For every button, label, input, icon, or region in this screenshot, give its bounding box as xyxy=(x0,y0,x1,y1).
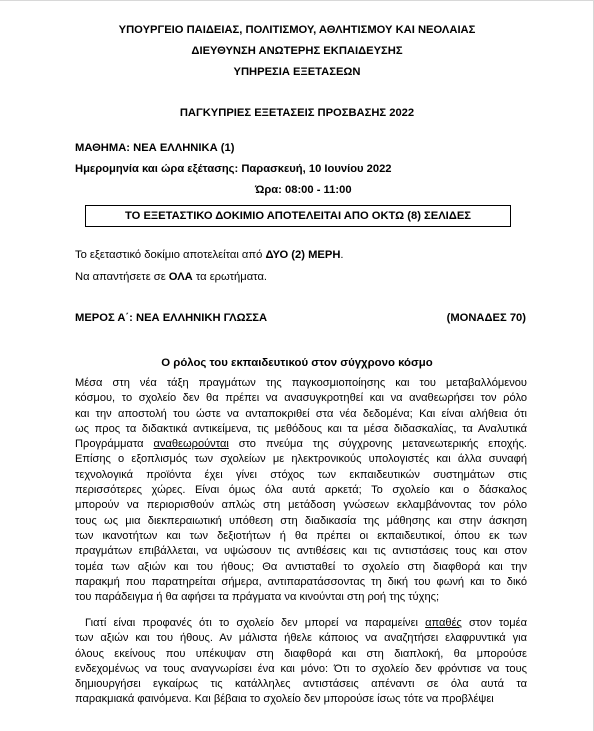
page-border-top xyxy=(0,0,594,1)
paragraph-line: του παράδειγμα ή θα αφήσει τα πράγματα να κινούνται στη ροή της τύχης; xyxy=(75,591,440,604)
paragraph-line: μπορούν να περιορισθούν απλώς στη μετάδοση γνώσεων εκλαμβάνοντας τον ρόλο xyxy=(75,499,527,512)
parts-count: ΔΥΟ (2) ΜΕΡΗ xyxy=(265,249,341,261)
paragraph-line: όλους εκείνους που υπέκυψαν στη διαφθορά και στη διαπλοκή, θα μπορούσε xyxy=(75,647,527,660)
article-paragraph-1 xyxy=(75,376,527,605)
article-paragraph-2 xyxy=(75,616,527,708)
paragraph-line: κόσμου, το σχολείο δεν θα πρέπει να ανασυγκροτηθεί και να αναθεωρήσει τον ρόλο xyxy=(75,392,527,405)
exams-heading: ΠΑΓΚΥΠΡΙΕΣ ΕΞΕΤΑΣΕΙΣ ΠΡΟΣΒΑΣΗΣ 2022 xyxy=(179,107,415,119)
exam-time-line: Ώρα: 08:00 - 11:00 xyxy=(255,184,352,196)
paragraph-line: περισσότερες χώρες. Είναι όμως όλα αυτά αρκετά; Το σχολείο και ο δάσκαλος xyxy=(75,484,527,497)
paragraph-line: ενδεχομένως να τους αναγνωρίσει ένα και μόνο: Ότι το σχολείο δεν φρόντισε να τους xyxy=(75,662,527,675)
paragraph-line: τεχνολογικά προϊόντα έχει γίνει στόχος των εκπαιδευτικών συστημάτων στις xyxy=(75,468,527,481)
paragraph-line: τομέα των αξιών και του ήθους; Θα αντισταθεί το σχολείο στη διαφθορά και την xyxy=(75,560,527,573)
service-heading: ΥΠΗΡΕΣΙΑ ΕΞΕΤΑΣΕΩΝ xyxy=(233,66,361,78)
paragraph-line: των αξιών και του ήθους. Αν μάλιστα ήθελε κάποιος να αναζητήσει ελαφρυντικά για xyxy=(75,632,527,645)
paragraph-line: των ικανοτήτων και των δεξιοτήτων ή θα πρέπει οι εκπαιδευτικοί, όπου εκ των xyxy=(75,529,527,542)
pages-notice-box: ΤΟ ΕΞΕΤΑΣΤΙΚΟ ΔΟΚΙΜΙΟ ΑΠΟΤΕΛΕΙΤΑΙ ΑΠΟ ΟΚΤΩ (8) ΣΕΛΙΔΕΣ xyxy=(85,205,511,227)
paragraph-line: πραγμάτων επιβάλλεται, να υψώσουν τις αντιθέσεις και τις αντιστάσεις τους και στον xyxy=(75,545,527,558)
paragraph-line: Μέσα στη νέα τάξη πραγμάτων της παγκοσμιοποίησης και του μεταβαλλόμενου xyxy=(75,377,527,389)
answer-instruction-text: Να απαντήσετε σε xyxy=(75,271,169,283)
parts-instruction-text: Το εξεταστικό δοκίμιο αποτελείται από xyxy=(75,249,266,261)
paragraph-line: δημιουργήσει εγκαίρως τις κατάλληλες αντιστάσεις απέναντι σε όλα αυτά τα xyxy=(75,678,527,691)
paragraph-line: Επίσης ο εξοπλισμός των σχολείων με ηλεκτρονικούς υπολογιστές και άλλα συναφή xyxy=(75,453,527,466)
underlined-word: απαθές xyxy=(425,617,462,629)
answer-instruction xyxy=(75,271,267,283)
parts-instruction xyxy=(75,249,344,261)
section-points: (ΜΟΝΑΔΕΣ 70) xyxy=(446,312,526,324)
paragraph-line: τους ως μια διεκπεραιωτική υπόθεση στη διαδικασία της μάθησης και στην άσκηση xyxy=(75,514,527,527)
paragraph-line: και την αποστολή του ώστε να ανταποκριθεί στα νέα δεδομένα; Και είναι αλήθεια ότι xyxy=(75,407,527,420)
subject-line: ΜΑΘΗΜΑ: ΝΕΑ ΕΛΛΗΝΙΚΑ (1) xyxy=(75,142,235,154)
paragraph-line: Προγράμματα αναθεωρούνται στο πνεύμα της σύγχρονης μετανεωτερικής εποχής. xyxy=(75,438,527,451)
answer-instruction-end: τα ερωτήματα. xyxy=(192,271,268,283)
exam-date-line: Ημερομηνία και ώρα εξέτασης: Παρασκευή, 10 Ιουνίου 2022 xyxy=(75,163,392,175)
ministry-heading: ΥΠΟΥΡΓΕΙΟ ΠΑΙΔΕΙΑΣ, ΠΟΛΙΤΙΣΜΟΥ, ΑΘΛΗΤΙΣΜΟΥ ΚΑΙ ΝΕΟΛΑΙΑΣ xyxy=(118,24,476,36)
paragraph-line: Γιατί είναι προφανές ότι το σχολείο δεν μπορεί να παραμείνει απαθές στον τομέα xyxy=(85,617,527,629)
paragraph-line: παρακμή που παρατηρείται σήμερα, αντιπαρατάσσοντας τη δική του φωνή και το δικό xyxy=(75,575,527,588)
answer-all: ΟΛΑ xyxy=(168,271,193,283)
paragraph-line: παρακμιακά φαινόμενα. Και βέβαια το σχολείο δεν μπορούσε ίσως τότε να προβλέψει xyxy=(75,693,494,706)
underlined-word: αναθεωρούνται xyxy=(153,438,229,451)
parts-instruction-end: . xyxy=(340,249,344,261)
article-title: Ο ρόλος του εκπαιδευτικού στον σύγχρονο κόσμο xyxy=(161,357,433,369)
directorate-heading: ΔΙΕΥΘΥΝΣΗ ΑΝΩΤΕΡΗΣ ΕΚΠΑΙΔΕΥΣΗΣ xyxy=(191,45,403,57)
section-title: ΜΕΡΟΣ Α΄: ΝΕΑ ΕΛΛΗΝΙΚΗ ΓΛΩΣΣΑ xyxy=(75,312,268,324)
paragraph-line: ως προς τα διδακτικά αντικείμενα, τις μεθόδους και τα μέσα διδασκαλίας, τα Αναλυτικά xyxy=(75,422,527,435)
